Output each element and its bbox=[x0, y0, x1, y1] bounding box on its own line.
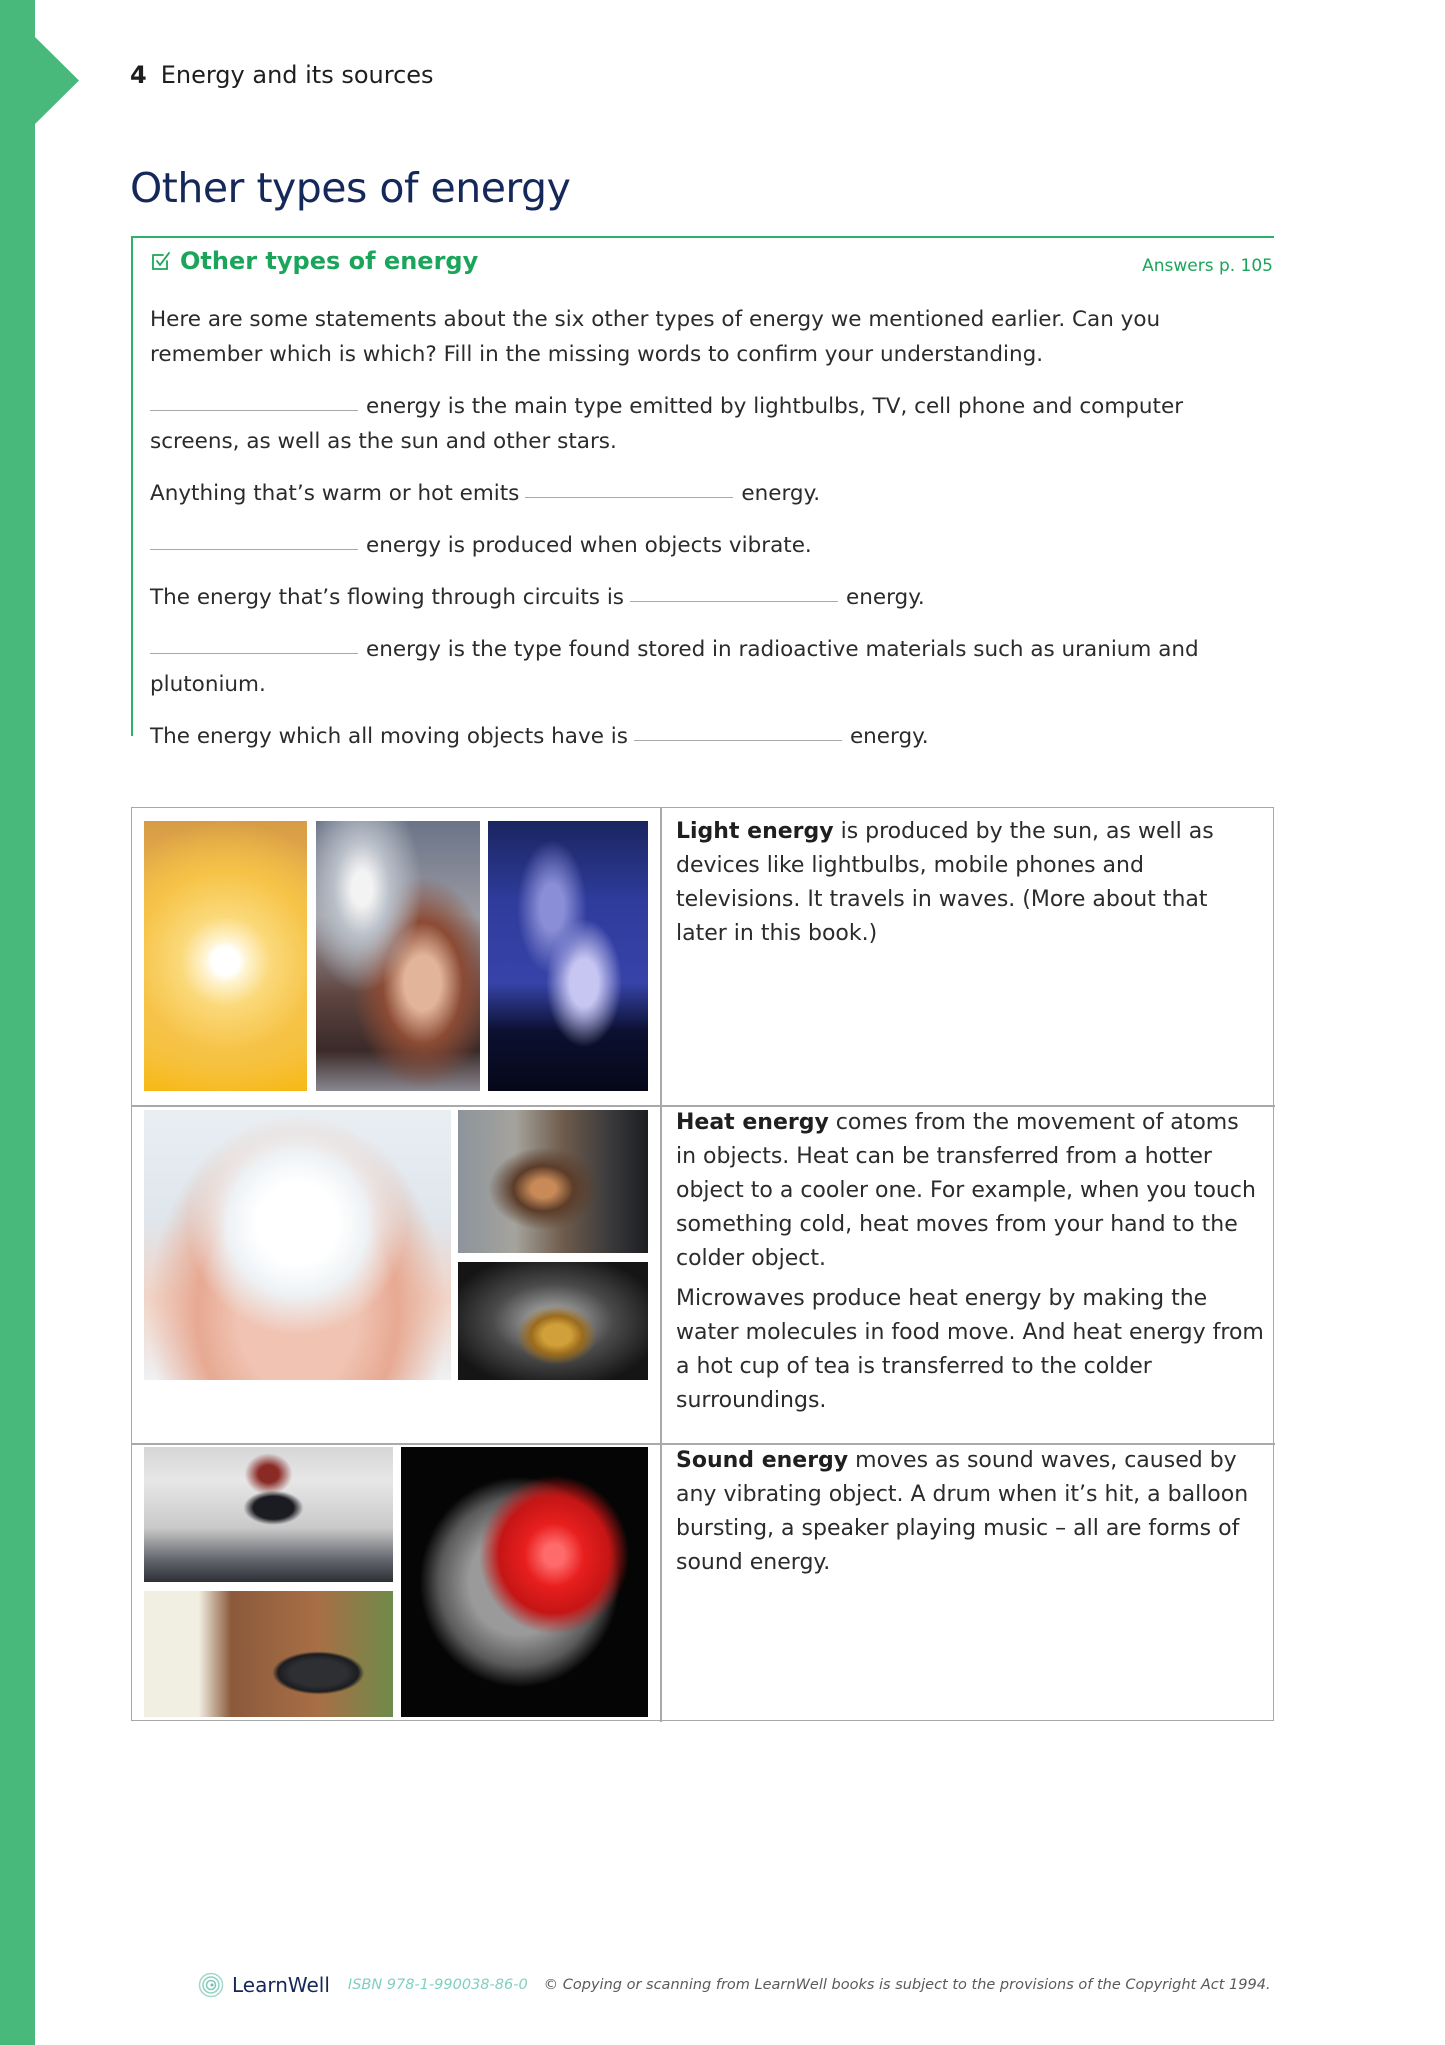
bursting-balloon-photo bbox=[401, 1447, 648, 1717]
fill-in-blank-1[interactable] bbox=[150, 409, 358, 411]
light-energy-term: Light energy bbox=[676, 819, 834, 844]
exercise-title-text: Other types of energy bbox=[180, 247, 479, 275]
statement-5 bbox=[150, 632, 1270, 702]
statement-3-text: energy is produced when objects vibrate. bbox=[366, 533, 812, 558]
copyright-notice: © Copying or scanning from LearnWell books is subject to the provisions of the Copyright Act 1994. bbox=[543, 1977, 1271, 1993]
light-energy-text: is produced by the sun, as well as devices like lightbulbs, mobile phones and televisions. It travels in waves. (More about that later in this book.) bbox=[676, 819, 1214, 946]
fill-in-blank-5[interactable] bbox=[150, 652, 358, 654]
page-title: Other types of energy bbox=[130, 164, 571, 212]
exercise-intro: Here are some statements about the six other types of energy we mentioned earlier. Can you remember which is which? Fill in the missing words to confirm your understanding. bbox=[150, 307, 1161, 367]
learnwell-logo-icon bbox=[198, 1972, 224, 1998]
statement-4 bbox=[150, 580, 1270, 615]
fill-in-blank-6[interactable] bbox=[634, 739, 842, 741]
statement-1-text: energy is the main type emitted by lightbulbs, TV, cell phone and computer screens, as well as the sun and other stars. bbox=[150, 394, 1184, 454]
heat-energy-microwave-paragraph: Microwaves produce heat energy by making the water molecules in food move. And heat energy from a hot cup of tea is transferred to the colder surroundings. bbox=[676, 1286, 1264, 1413]
fill-in-blank-3[interactable] bbox=[150, 548, 358, 550]
heat-energy-text: comes from the movement of atoms in objects. Heat can be transferred from a hotter object to a cooler one. For example, when you touch something cold, heat moves from your hand to the colder object. bbox=[676, 1110, 1256, 1271]
page-footer bbox=[198, 1970, 1271, 2000]
answers-reference: Answers p. 105 bbox=[1142, 256, 1273, 276]
brand-name: LearnWell bbox=[232, 1973, 330, 1997]
side-accent-bar bbox=[0, 0, 35, 2045]
microwave-oven-photo bbox=[458, 1110, 648, 1253]
family-watching-tv-photo bbox=[488, 821, 648, 1091]
chapter-number: 4 bbox=[130, 61, 147, 89]
statement-6-text-before: The energy which all moving objects have is bbox=[150, 724, 628, 749]
statement-6 bbox=[150, 719, 1270, 754]
statement-1 bbox=[150, 389, 1270, 459]
statement-3 bbox=[150, 528, 1270, 563]
light-energy-description bbox=[676, 815, 1264, 951]
sound-energy-description bbox=[676, 1444, 1264, 1580]
checkbox-pencil-icon bbox=[150, 250, 172, 272]
exercise-body bbox=[150, 302, 1270, 771]
statement-2-text-after: energy. bbox=[741, 481, 821, 506]
smart-speaker-photo bbox=[144, 1591, 393, 1717]
table-row-heat-energy bbox=[676, 1106, 1264, 1424]
sun-photo bbox=[144, 821, 307, 1091]
statement-5-text: energy is the type found stored in radioactive materials such as uranium and plutonium. bbox=[150, 637, 1199, 697]
hands-holding-ice-photo bbox=[144, 1110, 451, 1380]
table-row-sound-energy bbox=[676, 1444, 1264, 1586]
isbn: ISBN 978-1-990038-86-0 bbox=[347, 1977, 528, 1993]
statement-6-text-after: energy. bbox=[849, 724, 929, 749]
girls-with-phone-and-lamp-photo bbox=[316, 821, 480, 1091]
chapter-header bbox=[130, 60, 434, 90]
exercise-box-left-border bbox=[131, 236, 133, 736]
heat-energy-term: Heat energy bbox=[676, 1110, 829, 1135]
exercise-title bbox=[150, 246, 478, 276]
sound-energy-text: moves as sound waves, caused by any vibrating object. A drum when it’s hit, a balloon bursting, a speaker playing music – all are forms of sound energy. bbox=[676, 1448, 1249, 1575]
heat-energy-description bbox=[676, 1106, 1264, 1276]
drummer-photo bbox=[144, 1447, 393, 1582]
table-column-divider bbox=[660, 807, 662, 1722]
sound-energy-term: Sound energy bbox=[676, 1448, 849, 1473]
chapter-marker-chevron bbox=[35, 37, 79, 124]
statement-4-text-before: The energy that’s flowing through circuits is bbox=[150, 585, 624, 610]
fill-in-blank-4[interactable] bbox=[630, 600, 838, 602]
table-row-light-energy bbox=[676, 815, 1264, 957]
statement-2 bbox=[150, 476, 1270, 511]
exercise-box-top-border bbox=[131, 236, 1274, 238]
hot-cup-of-tea-photo bbox=[458, 1262, 648, 1380]
fill-in-blank-2[interactable] bbox=[525, 496, 733, 498]
statement-4-text-after: energy. bbox=[846, 585, 925, 610]
statement-2-text-before: Anything that’s warm or hot emits bbox=[150, 481, 520, 506]
chapter-title: Energy and its sources bbox=[160, 61, 434, 89]
